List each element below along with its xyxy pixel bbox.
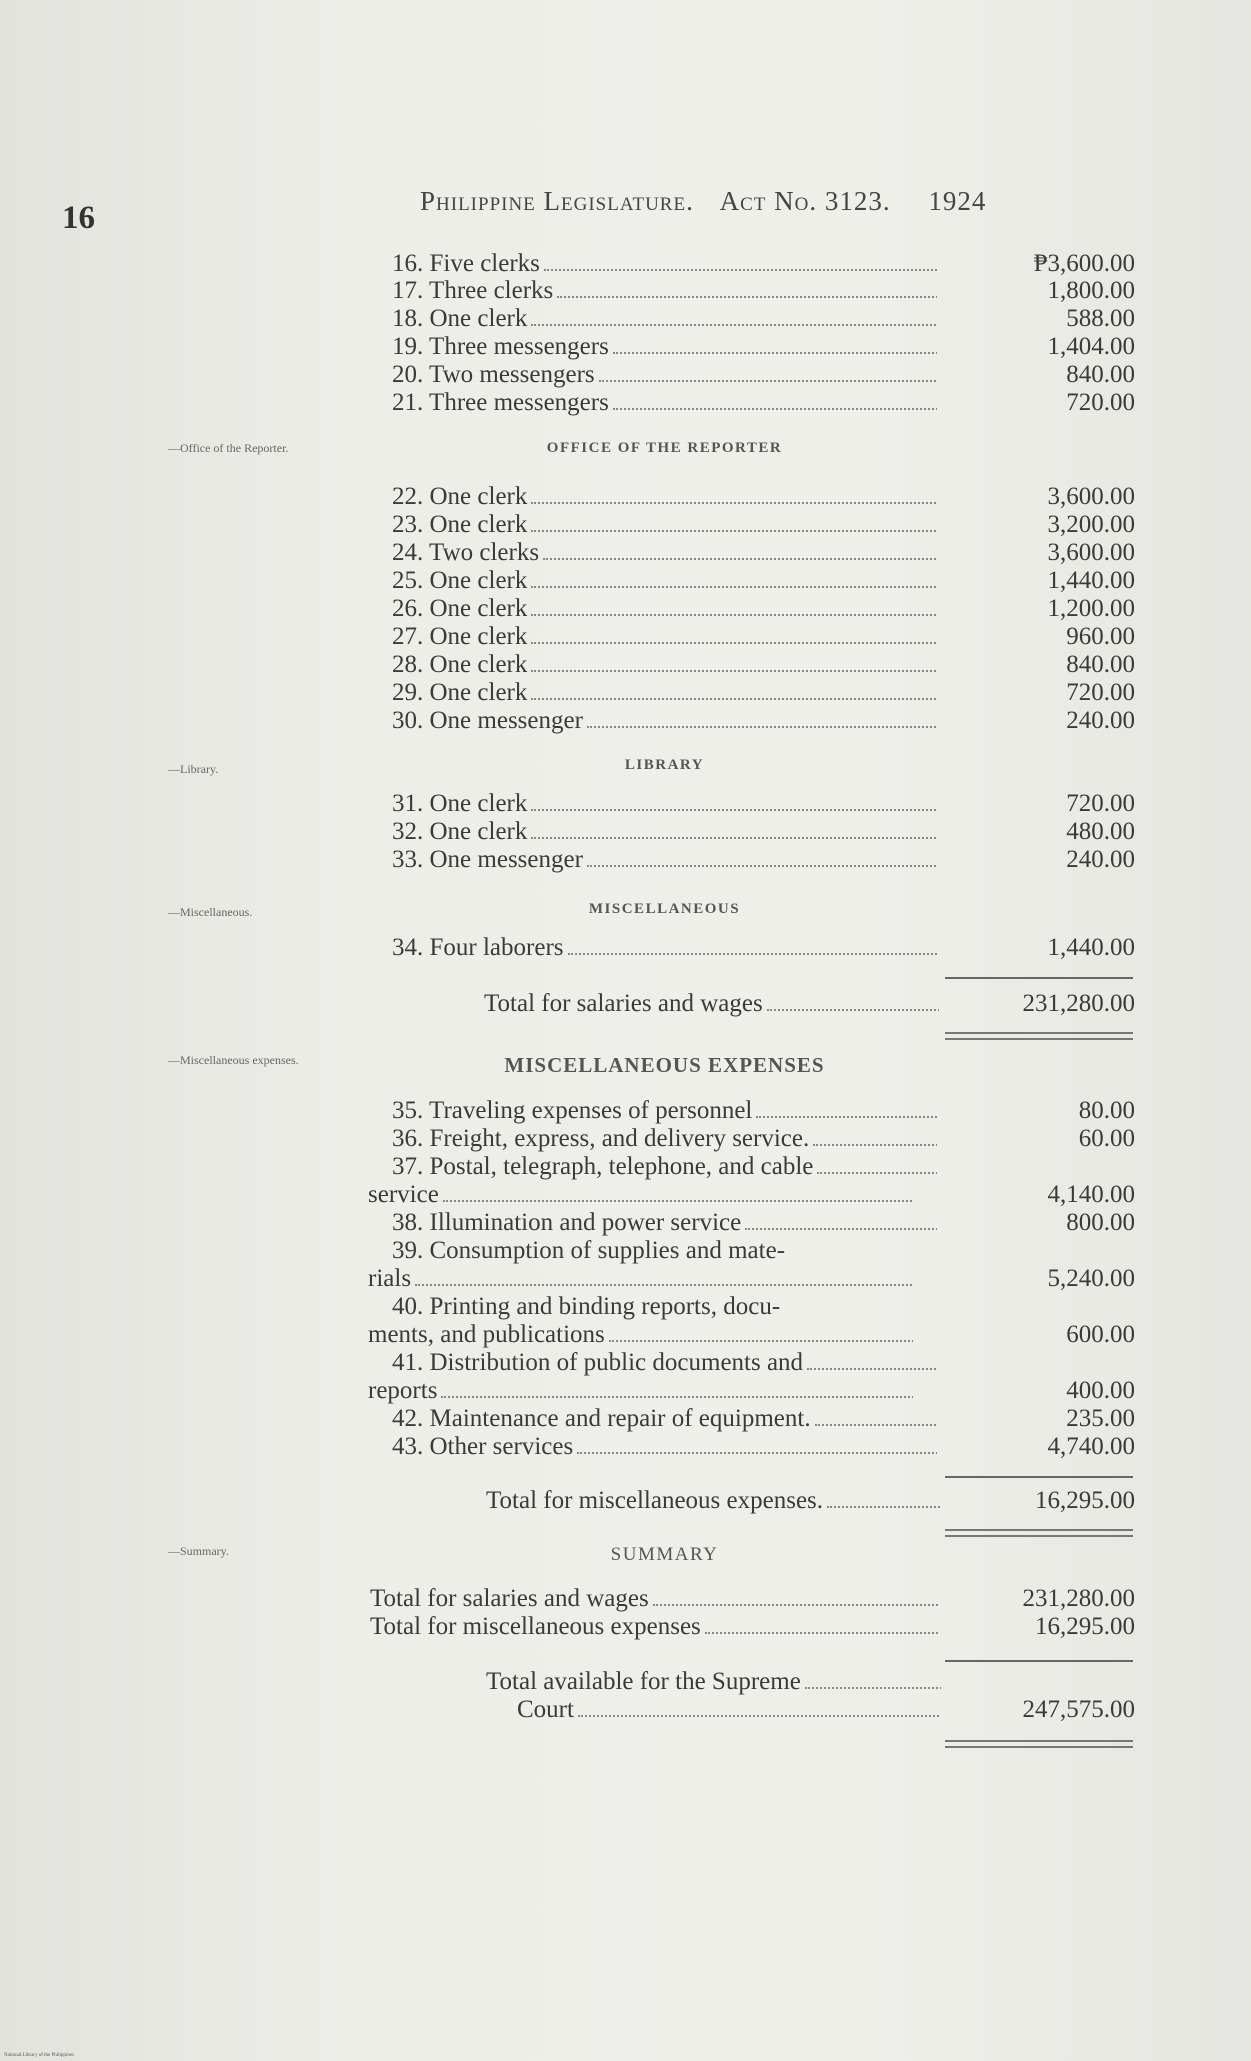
item-amount: 235.00 (1066, 1405, 1135, 1432)
line-item (0, 595, 1251, 625)
margin-note-misc-expenses: —Miscellaneous expenses. (168, 1053, 299, 1067)
total-line (0, 1668, 1251, 1698)
item-amount: ₱3,600.00 (1033, 250, 1135, 277)
line-item-continuation (0, 1321, 1251, 1351)
line-item (0, 679, 1251, 709)
item-label: 32. One clerk (392, 818, 937, 846)
line-item (0, 790, 1251, 820)
line-item (0, 1433, 1251, 1463)
item-label: 25. One clerk (392, 567, 937, 595)
dot-leader (568, 952, 938, 955)
total-rule (945, 1476, 1133, 1478)
item-amount: 4,740.00 (1047, 1433, 1135, 1460)
dot-leader (817, 1171, 937, 1174)
item-label: 38. Illumination and power service (392, 1209, 937, 1237)
item-amount: 400.00 (1066, 1377, 1135, 1404)
item-amount: 1,800.00 (1047, 277, 1135, 304)
item-amount: 600.00 (1066, 1321, 1135, 1348)
item-amount: 231,280.00 (1022, 1585, 1135, 1612)
dot-leader (815, 1423, 937, 1426)
line-item (0, 651, 1251, 681)
line-item (0, 250, 1251, 280)
item-amount: 588.00 (1066, 305, 1135, 332)
line-item (0, 305, 1251, 335)
dot-leader (531, 808, 937, 811)
item-amount: 80.00 (1078, 1097, 1135, 1124)
section-heading-miscellaneous: MISCELLANEOUS (588, 901, 741, 917)
item-label: 35. Traveling expenses of personnel (392, 1097, 937, 1125)
item-label: Total for miscellaneous expenses (370, 1613, 940, 1641)
item-label: 21. Three messengers (392, 389, 937, 417)
item-label: 27. One clerk (392, 623, 937, 651)
dot-leader (805, 1686, 941, 1689)
item-amount: 1,404.00 (1047, 333, 1135, 360)
dot-leader (531, 613, 937, 616)
total-label: Total for salaries and wages (484, 990, 939, 1018)
section-heading-summary: SUMMARY (610, 1544, 719, 1565)
total-amount: 16,295.00 (1035, 1487, 1135, 1514)
dot-leader (531, 697, 937, 700)
item-label: 33. One messenger (392, 846, 937, 874)
margin-note-reporter: —Office of the Reporter. (168, 441, 289, 455)
header-act: Act No. 3123. (719, 186, 891, 216)
item-amount: 4,140.00 (1047, 1181, 1135, 1208)
item-label: 19. Three messengers (392, 333, 937, 361)
item-label: 41. Distribution of public documents and (392, 1349, 937, 1377)
item-amount: 240.00 (1066, 846, 1135, 873)
line-item (0, 818, 1251, 848)
double-rule (945, 1032, 1133, 1040)
dot-leader (543, 557, 937, 560)
margin-note-library: —Library. (168, 762, 219, 776)
item-amount: 720.00 (1066, 790, 1135, 817)
item-amount: 1,200.00 (1047, 595, 1135, 622)
item-amount: 1,440.00 (1047, 934, 1135, 961)
dot-leader (531, 501, 937, 504)
line-item (0, 1293, 1251, 1323)
dot-leader (767, 1008, 939, 1011)
dot-leader (653, 1603, 940, 1606)
item-amount: 480.00 (1066, 818, 1135, 845)
dot-leader (587, 864, 937, 867)
total-label: Total for miscellaneous expenses. (486, 1487, 941, 1515)
running-header (420, 186, 986, 217)
item-label-continued: rials (368, 1265, 913, 1293)
item-label-continued: service (368, 1181, 913, 1209)
item-amount: 800.00 (1066, 1209, 1135, 1236)
total-line (0, 990, 1251, 1020)
item-label: 43. Other services (392, 1433, 937, 1461)
section-heading-reporter: OFFICE OF THE REPORTER (546, 440, 783, 456)
item-label-continued: reports (368, 1377, 913, 1405)
dot-leader (705, 1631, 940, 1634)
item-label: 26. One clerk (392, 595, 937, 623)
item-label: 28. One clerk (392, 651, 937, 679)
header-legislature: Philippine Legislature. (420, 186, 694, 216)
item-amount: 3,600.00 (1047, 483, 1135, 510)
total-rule (945, 1660, 1133, 1662)
dot-leader (544, 268, 937, 271)
item-label: 24. Two clerks (392, 539, 937, 567)
line-item (0, 483, 1251, 513)
line-item (0, 539, 1251, 569)
dot-leader (613, 407, 937, 410)
item-amount: 960.00 (1066, 623, 1135, 650)
item-label: 31. One clerk (392, 790, 937, 818)
dot-leader (756, 1115, 937, 1118)
line-item (0, 623, 1251, 653)
dot-leader (577, 1451, 937, 1454)
line-item (0, 567, 1251, 597)
item-amount: 720.00 (1066, 389, 1135, 416)
item-label: 39. Consumption of supplies and mate- (392, 1237, 786, 1264)
item-amount: 16,295.00 (1035, 1613, 1135, 1640)
dot-leader (745, 1227, 937, 1230)
dot-leader (531, 669, 937, 672)
item-label: 16. Five clerks (392, 250, 937, 278)
item-amount: 3,200.00 (1047, 511, 1135, 538)
header-year: 1924 (928, 186, 987, 216)
dot-leader (443, 1199, 913, 1202)
line-item-continuation (0, 1265, 1251, 1295)
margin-note-miscellaneous: —Miscellaneous. (168, 905, 253, 919)
section-heading-library: LIBRARY (624, 757, 705, 773)
dot-leader (613, 351, 937, 354)
line-item (0, 1585, 1251, 1615)
double-rule (945, 1740, 1133, 1748)
double-rule (945, 1529, 1133, 1537)
item-amount: 5,240.00 (1047, 1265, 1135, 1292)
dot-leader (531, 641, 937, 644)
dot-leader (531, 585, 937, 588)
item-label: 23. One clerk (392, 511, 937, 539)
item-label: 30. One messenger (392, 707, 937, 735)
total-line-continuation (0, 1696, 1251, 1726)
item-amount: 840.00 (1066, 361, 1135, 388)
line-item (0, 846, 1251, 876)
line-item (0, 707, 1251, 737)
item-amount: 240.00 (1066, 707, 1135, 734)
item-amount: 840.00 (1066, 651, 1135, 678)
item-amount: 3,600.00 (1047, 539, 1135, 566)
dot-leader (599, 379, 937, 382)
total-amount: 247,575.00 (1022, 1696, 1135, 1723)
footer-credit: National Library of the Philippines (4, 2053, 74, 2058)
item-label: Total for salaries and wages (370, 1585, 940, 1613)
line-item (0, 389, 1251, 419)
line-item-continuation (0, 1377, 1251, 1407)
dot-leader (827, 1505, 941, 1508)
total-amount: 231,280.00 (1022, 990, 1135, 1017)
dot-leader (609, 1339, 913, 1342)
dot-leader (587, 725, 937, 728)
dot-leader (531, 836, 937, 839)
total-line (0, 1487, 1251, 1517)
item-label-continued: ments, and publications (368, 1321, 913, 1349)
page-number: 16 (62, 200, 95, 236)
line-item (0, 1237, 1251, 1267)
total-label-continued: Court (517, 1696, 941, 1724)
line-item (0, 1349, 1251, 1379)
dot-leader (578, 1714, 941, 1717)
line-item (0, 277, 1251, 307)
section-heading-misc-expenses: MISCELLANEOUS EXPENSES (504, 1053, 825, 1077)
item-label: 42. Maintenance and repair of equipment. (392, 1405, 937, 1433)
dot-leader (813, 1143, 937, 1146)
dot-leader (557, 295, 937, 298)
line-item-continuation (0, 1181, 1251, 1211)
line-item (0, 1125, 1251, 1155)
item-amount: 60.00 (1078, 1125, 1135, 1152)
line-item (0, 1613, 1251, 1643)
item-label: 37. Postal, telegraph, telephone, and cable (392, 1153, 937, 1181)
total-rule (945, 977, 1133, 979)
item-label: 22. One clerk (392, 483, 937, 511)
item-label: 29. One clerk (392, 679, 937, 707)
item-label: 34. Four laborers (392, 934, 937, 962)
dot-leader (441, 1395, 913, 1398)
dot-leader (531, 529, 937, 532)
line-item (0, 333, 1251, 363)
line-item (0, 1153, 1251, 1183)
line-item (0, 511, 1251, 541)
margin-note-summary: —Summary. (168, 1544, 229, 1558)
item-amount: 720.00 (1066, 679, 1135, 706)
dot-leader (807, 1367, 937, 1370)
line-item (0, 361, 1251, 391)
item-label: 36. Freight, express, and delivery service. (392, 1125, 937, 1153)
item-amount: 1,440.00 (1047, 567, 1135, 594)
line-item (0, 1405, 1251, 1435)
line-item (0, 934, 1251, 964)
line-item (0, 1209, 1251, 1239)
dot-leader (415, 1283, 913, 1286)
item-label: 20. Two messengers (392, 361, 937, 389)
item-label: 40. Printing and binding reports, docu- (392, 1293, 781, 1320)
item-label: 18. One clerk (392, 305, 937, 333)
dot-leader (531, 323, 937, 326)
total-label: Total available for the Supreme (486, 1668, 941, 1696)
line-item (0, 1097, 1251, 1127)
item-label: 17. Three clerks (392, 277, 937, 305)
